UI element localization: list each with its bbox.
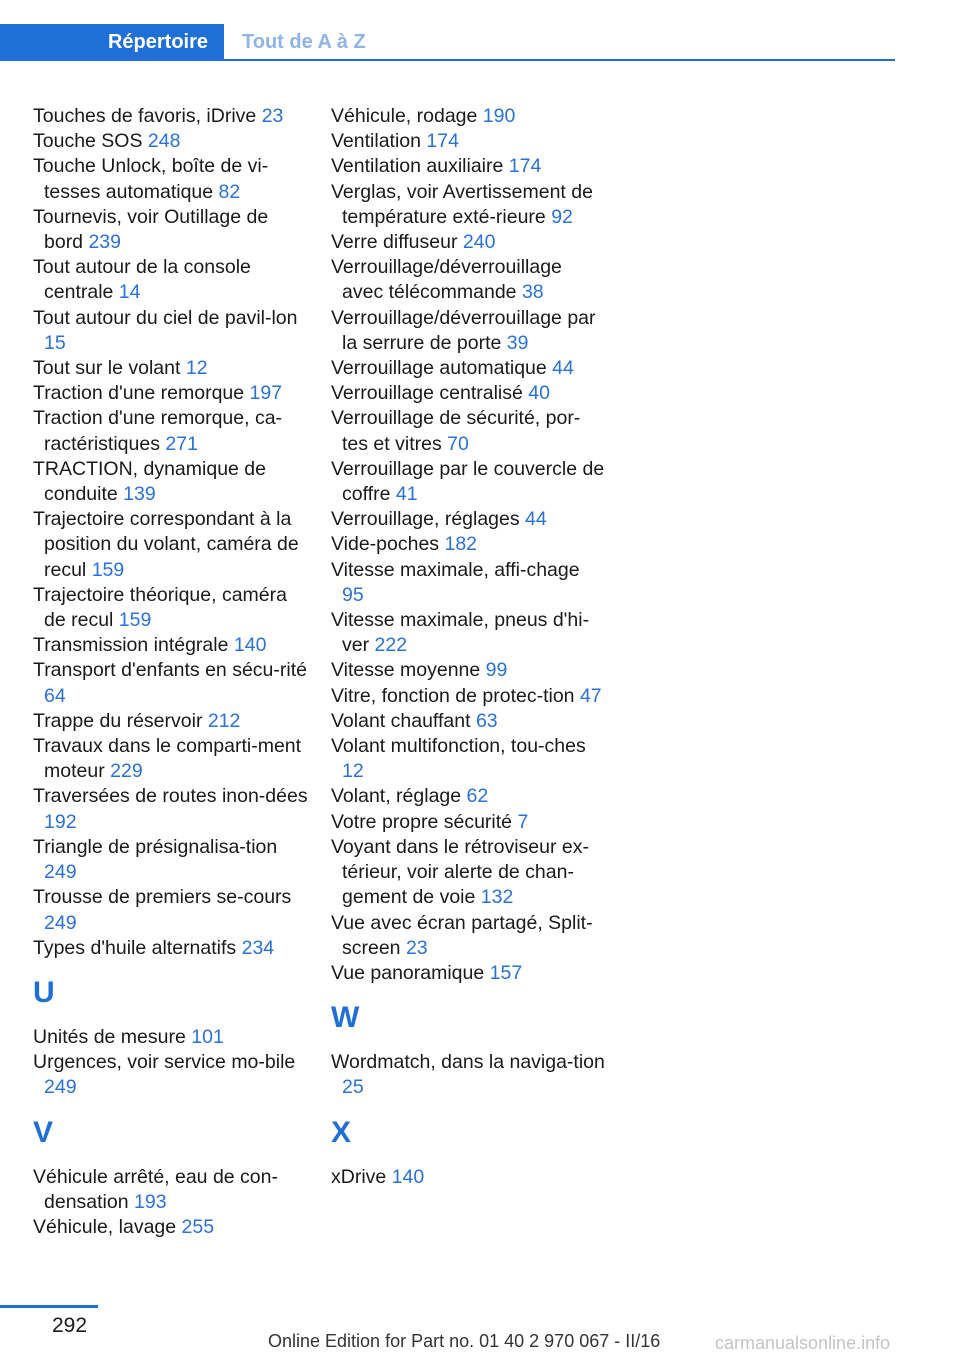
index-entry xyxy=(331,709,606,734)
entry-text: Vide-poches xyxy=(331,533,440,556)
entry-text: Urgences, voir service mo-bile xyxy=(33,1051,296,1074)
entry-text: Vue panoramique xyxy=(331,961,485,984)
page-link[interactable]: 7 xyxy=(517,810,529,833)
entry-text: Touche SOS xyxy=(33,130,143,153)
entry-text: Véhicule, lavage xyxy=(33,1215,177,1238)
entry-text: Vitesse maximale, affi-chage xyxy=(331,558,580,581)
index-entry xyxy=(331,961,606,986)
page-link[interactable]: 40 xyxy=(528,382,550,405)
page-link[interactable]: 99 xyxy=(485,659,508,682)
index-entry xyxy=(331,406,606,456)
section-letter: W xyxy=(331,1001,360,1035)
section-letter: V xyxy=(33,1115,54,1149)
page-link[interactable]: 212 xyxy=(207,709,241,732)
index-entry xyxy=(33,255,308,305)
index-entry xyxy=(33,381,308,406)
index-entry xyxy=(33,936,308,961)
index-entry xyxy=(33,406,308,456)
entry-text: Verrouillage/déverrouillage avec télécommande xyxy=(331,256,562,304)
index-entry xyxy=(33,709,308,734)
index-entry xyxy=(33,457,308,507)
page-link[interactable]: 63 xyxy=(475,709,498,732)
page-link[interactable]: 132 xyxy=(480,886,514,909)
index-entry xyxy=(33,633,308,658)
header-tabs xyxy=(0,24,895,61)
page-link[interactable]: 249 xyxy=(44,861,77,884)
entry-text: Volant chauffant xyxy=(331,709,471,732)
index-entry xyxy=(331,255,606,305)
entry-text: Trousse de premiers se-cours xyxy=(33,886,292,909)
section-letter: X xyxy=(331,1115,352,1149)
index-entry xyxy=(33,583,308,633)
index-entry xyxy=(33,658,308,708)
entry-text: Wordmatch, dans la naviga-tion xyxy=(331,1051,605,1074)
index-entry xyxy=(33,129,308,154)
entry-text: Unités de mesure xyxy=(33,1025,186,1048)
page-link[interactable]: 41 xyxy=(395,483,418,506)
index-entry xyxy=(331,911,606,961)
entry-text: Verrouillage, réglages xyxy=(331,508,520,531)
entry-text: Types d'huile alternatifs xyxy=(33,936,237,959)
page-link[interactable]: 38 xyxy=(521,281,544,304)
index-entry xyxy=(331,180,606,230)
index-entry xyxy=(331,835,606,911)
entry-text: Traction d'une remorque, ca-ractéristiques xyxy=(33,407,283,455)
index-entry xyxy=(331,784,606,809)
entry-text: Volant, réglage xyxy=(331,785,462,808)
page-link[interactable]: 70 xyxy=(447,432,469,455)
index-entry xyxy=(33,1215,308,1240)
tab-repertoire[interactable]: Répertoire xyxy=(0,24,224,61)
entry-text: Vue avec écran partagé, Split-screen xyxy=(331,911,593,959)
entry-text: Vitesse maximale, pneus d'hi-ver xyxy=(331,609,590,657)
index-entry xyxy=(331,230,606,255)
entry-text: Véhicule arrêté, eau de con-densation xyxy=(33,1165,278,1213)
page-link[interactable]: 192 xyxy=(44,810,77,833)
page-link[interactable]: 23 xyxy=(261,105,284,127)
page-link[interactable]: 14 xyxy=(118,281,141,304)
index-entry xyxy=(331,1165,606,1190)
page-link[interactable]: 25 xyxy=(342,1076,364,1099)
page-link[interactable]: 139 xyxy=(123,483,156,506)
index-entry xyxy=(331,154,606,179)
entry-text: Ventilation xyxy=(331,130,421,153)
page-link[interactable]: 159 xyxy=(91,558,125,581)
index-entry xyxy=(331,734,606,784)
page-link[interactable]: 222 xyxy=(374,634,408,657)
edition-footer: Online Edition for Part no. 01 40 2 970 067 - II/16 xyxy=(268,1331,661,1351)
index-entry xyxy=(33,885,308,935)
index-entry xyxy=(33,154,308,204)
page-link[interactable]: 271 xyxy=(165,432,198,455)
page-link[interactable]: 255 xyxy=(181,1215,215,1238)
page-number-bar xyxy=(0,1305,98,1308)
index-entry xyxy=(33,784,308,834)
page-link[interactable]: 174 xyxy=(508,155,542,178)
page-link[interactable]: 140 xyxy=(391,1165,425,1188)
page-link[interactable]: 239 xyxy=(88,231,121,254)
entry-text: Verglas, voir Avertissement de température exté-rieure xyxy=(331,180,593,228)
header-rule xyxy=(0,59,895,61)
index-entry xyxy=(331,1050,606,1100)
entry-text: Travaux dans le comparti-ment moteur xyxy=(33,735,302,783)
entry-text: Traction d'une remorque xyxy=(33,382,245,405)
page-link[interactable]: 64 xyxy=(44,684,66,707)
entry-text: Trappe du réservoir xyxy=(33,709,203,732)
index-entry xyxy=(331,684,606,709)
index-entry xyxy=(331,457,606,507)
page-link[interactable]: 240 xyxy=(462,231,496,254)
tab-tout-de-a-a-z[interactable]: Tout de A à Z xyxy=(242,31,366,53)
index-entry xyxy=(33,104,308,129)
index-entry xyxy=(33,1050,308,1100)
index-entry xyxy=(331,558,606,608)
index-entry xyxy=(331,532,606,557)
page-link[interactable]: 92 xyxy=(551,205,573,228)
entry-text: Verre diffuseur xyxy=(331,231,458,254)
index-entry xyxy=(331,356,606,381)
page-link[interactable]: 15 xyxy=(44,331,66,354)
page-link[interactable]: 248 xyxy=(147,130,181,153)
index-entry xyxy=(33,205,308,255)
index-entry xyxy=(33,507,308,583)
index-entry xyxy=(33,1165,308,1215)
index-entry xyxy=(331,810,606,835)
entry-text: Verrouillage centralisé xyxy=(331,382,523,405)
entry-text: Tout autour de la console centrale xyxy=(33,256,251,304)
page-link[interactable]: 197 xyxy=(249,382,283,405)
page-link[interactable]: 101 xyxy=(191,1025,224,1048)
page-link[interactable]: 234 xyxy=(241,936,275,959)
entry-text: Touches de favoris, iDrive xyxy=(33,105,257,127)
page-link[interactable]: 12 xyxy=(185,357,208,380)
index-entry xyxy=(331,129,606,154)
index-entry xyxy=(331,381,606,406)
index-entry xyxy=(331,507,606,532)
index-entry xyxy=(33,734,308,784)
page-link[interactable]: 95 xyxy=(342,583,364,606)
entry-text: Vitesse moyenne xyxy=(331,659,481,682)
entry-text: Trajectoire théorique, caméra de recul xyxy=(33,583,287,632)
entry-text: Verrouillage par le couvercle de coffre xyxy=(331,457,605,506)
entry-text: Tout sur le volant xyxy=(33,357,181,380)
index-entry xyxy=(331,306,606,356)
index-entry xyxy=(331,608,606,658)
entry-text: Véhicule, rodage xyxy=(331,105,478,127)
page-link[interactable]: 157 xyxy=(489,961,523,984)
page-link[interactable]: 62 xyxy=(466,785,489,808)
page-link[interactable]: 249 xyxy=(44,1076,77,1099)
watermark: carmanualsonline.info xyxy=(715,1333,891,1353)
index-entry xyxy=(331,104,606,129)
index-entry xyxy=(33,1025,308,1050)
entry-text: Traversées de routes inon-dées xyxy=(33,785,308,808)
page-link[interactable]: 249 xyxy=(44,911,77,934)
entry-text: Votre propre sécurité xyxy=(331,810,513,833)
entry-text: TRACTION, dynamique de conduite xyxy=(33,457,267,506)
entry-text: Tournevis, voir Outillage de bord xyxy=(33,205,269,254)
page-link[interactable]: 82 xyxy=(218,180,241,203)
page-link[interactable]: 229 xyxy=(110,760,143,783)
page-link[interactable]: 140 xyxy=(233,634,267,657)
entry-text: Transmission intégrale xyxy=(33,634,229,657)
section-letter: U xyxy=(33,975,55,1009)
entry-text: xDrive xyxy=(331,1165,387,1188)
page-link[interactable]: 44 xyxy=(552,357,574,380)
entry-text: Voyant dans le rétroviseur ex-térieur, voir alerte de chan-gement de voie xyxy=(331,835,589,909)
page-link[interactable]: 39 xyxy=(506,331,529,354)
page-number: 292 xyxy=(52,1314,88,1337)
entry-text: Triangle de présignalisa-tion xyxy=(33,835,278,858)
entry-text: Tout autour du ciel de pavil-lon xyxy=(33,306,298,329)
entry-text: Verrouillage de sécurité, por-tes et vitres xyxy=(331,407,581,455)
page-link[interactable]: 44 xyxy=(525,508,547,531)
page-link[interactable]: 159 xyxy=(118,609,152,632)
page-link[interactable]: 23 xyxy=(405,936,428,959)
index-entry xyxy=(33,356,308,381)
index-entry xyxy=(33,835,308,885)
entry-text: Vitre, fonction de protec-tion xyxy=(331,684,575,707)
index-entry xyxy=(331,658,606,683)
page-link[interactable]: 174 xyxy=(426,130,459,153)
page-link[interactable]: 12 xyxy=(342,760,364,783)
entry-text: Verrouillage/déverrouillage par la serrure de porte xyxy=(331,306,596,354)
entry-text: Trajectoire correspondant à la position du volant, caméra de recul xyxy=(33,508,299,581)
entry-text: Ventilation auxiliaire xyxy=(331,155,504,178)
page-link[interactable]: 182 xyxy=(444,533,478,556)
page-link[interactable]: 190 xyxy=(482,105,516,127)
index-entry xyxy=(33,306,308,356)
entry-text: Transport d'enfants en sécu-rité xyxy=(33,659,307,682)
entry-text: Volant multifonction, tou-ches xyxy=(331,735,586,758)
index-column-right xyxy=(331,104,606,1190)
index-column-left xyxy=(33,104,308,1240)
page-link[interactable]: 47 xyxy=(579,684,602,707)
entry-text: Touche Unlock, boîte de vi-tesses automatique xyxy=(33,155,269,203)
entry-text: Verrouillage automatique xyxy=(331,357,547,380)
page-link[interactable]: 193 xyxy=(134,1190,167,1213)
